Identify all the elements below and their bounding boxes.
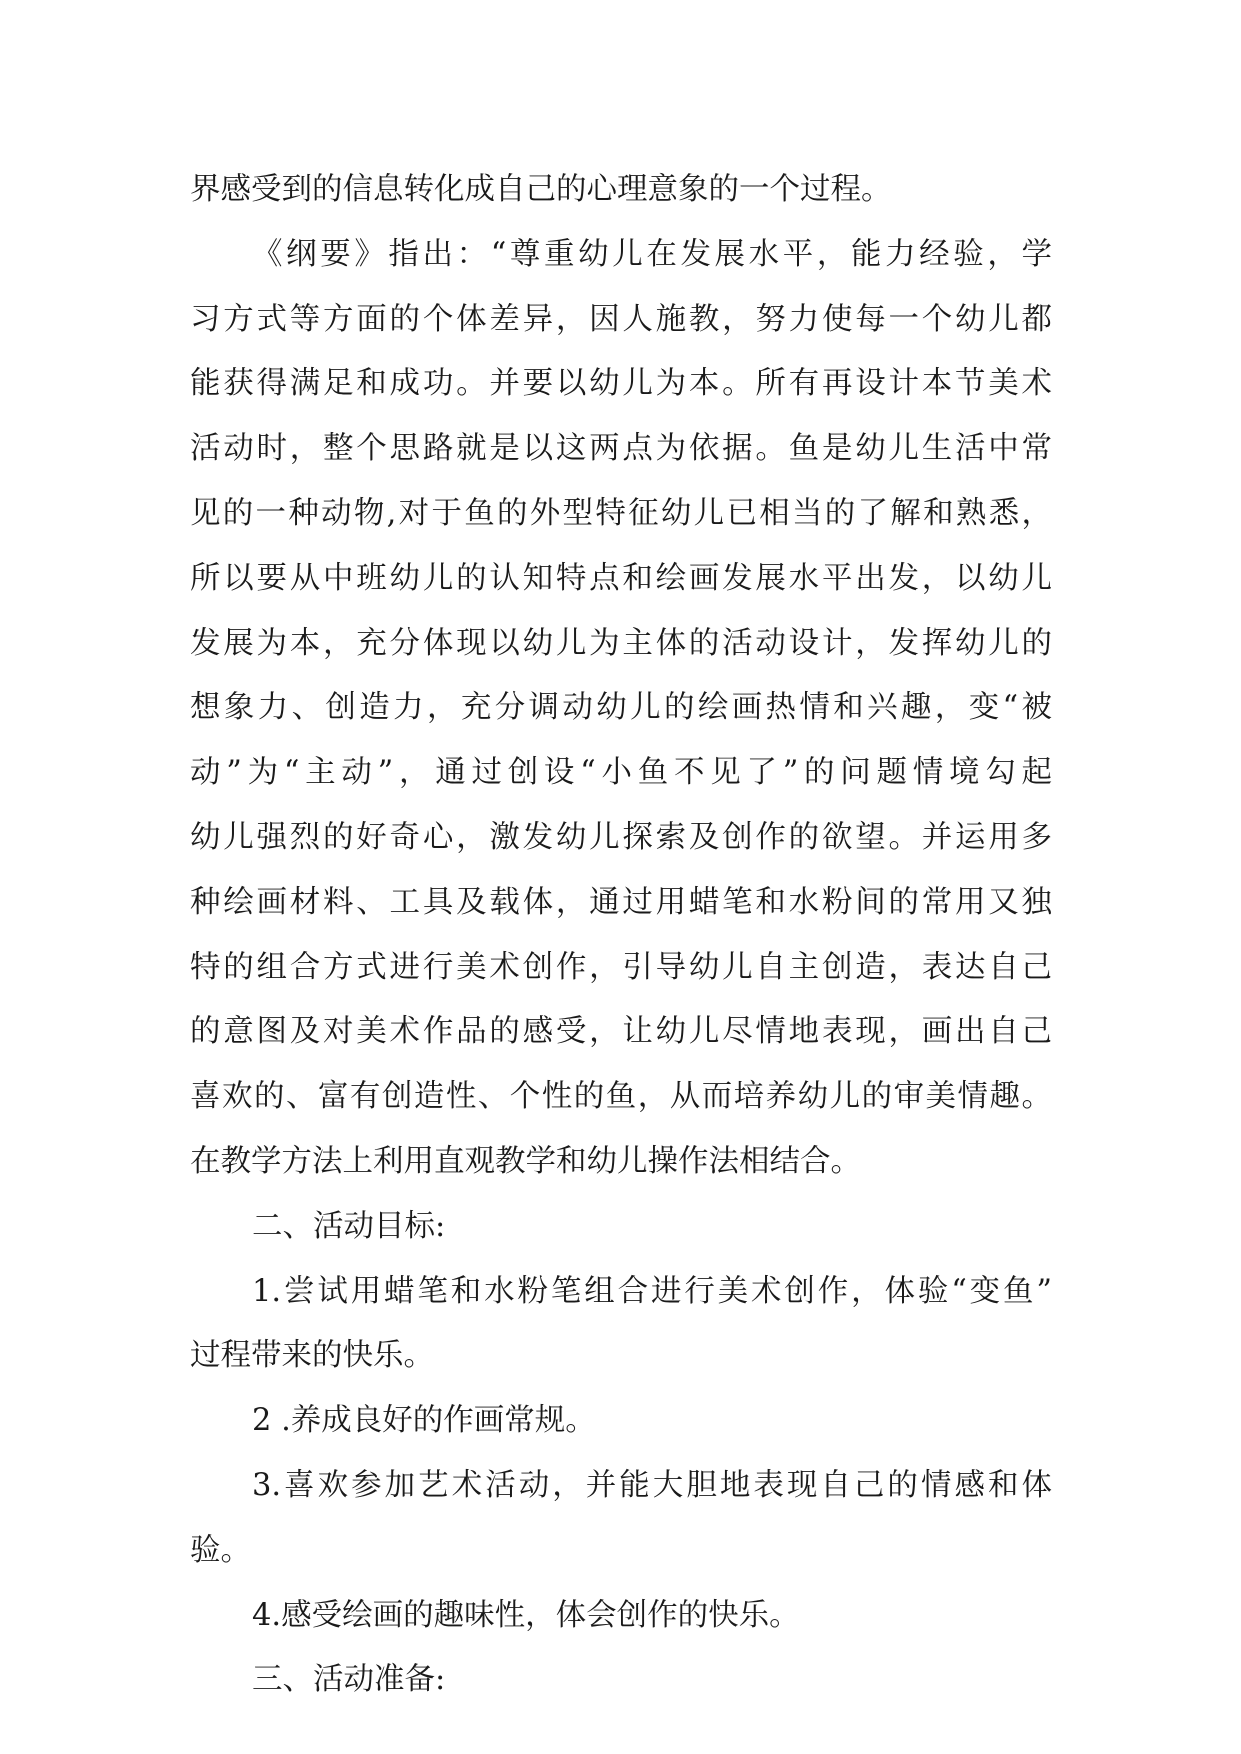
list-item: 2 .养成良好的作画常规。	[252, 1403, 596, 1439]
text-line: 幼儿强烈的好奇心，激发幼儿探索及创作的欲望。并运用多	[190, 819, 1052, 855]
text-line: 喜欢的、富有创造性、个性的鱼，从而培养幼儿的审美情趣。	[190, 1079, 1052, 1115]
text-line: 想象力、创造力，充分调动幼儿的绘画热情和兴趣，变“被	[190, 690, 1052, 726]
text-line: 所以要从中班幼儿的认知特点和绘画发展水平出发，以幼儿	[190, 560, 1052, 596]
text-line: 动”为“主动”，通过创设“小鱼不见了”的问题情境勾起	[190, 755, 1052, 791]
text-line: 的意图及对美术作品的感受，让幼儿尽情地表现，画出自己	[190, 1014, 1052, 1050]
text-line: 界感受到的信息转化成自己的心理意象的一个过程。	[190, 172, 892, 207]
list-item: 3.喜欢参加艺术活动，并能大胆地表现自己的情感和体	[252, 1467, 1052, 1503]
text-line: 验。	[190, 1532, 251, 1568]
section-heading: 二、活动目标:	[252, 1208, 446, 1244]
text-line: 过程带来的快乐。	[190, 1338, 434, 1374]
text-line: 习方式等方面的个体差异，因人施教，努力使每一个幼儿都	[190, 301, 1052, 337]
text-line: 发展为本，充分体现以幼儿为主体的活动设计，发挥幼儿的	[190, 625, 1052, 661]
text-line: 《纲要》指出：“尊重幼儿在发展水平，能力经验，学	[252, 236, 1052, 272]
list-item: 1.尝试用蜡笔和水粉笔组合进行美术创作，体验“变鱼”	[252, 1273, 1052, 1309]
text-line: 活动时，整个思路就是以这两点为依据。鱼是幼儿生活中常	[190, 431, 1052, 467]
text-line: 特的组合方式进行美术创作，引导幼儿自主创造，表达自己	[190, 949, 1052, 985]
list-item: 4.感受绘画的趣味性，体会创作的快乐。	[252, 1597, 800, 1633]
text-line: 种绘画材料、工具及载体，通过用蜡笔和水粉间的常用又独	[190, 884, 1052, 920]
text-line: 能获得满足和成功。并要以幼儿为本。所有再设计本节美术	[190, 366, 1052, 402]
document-page	[190, 158, 1052, 1713]
text-line: 在教学方法上利用直观教学和幼儿操作法相结合。	[190, 1143, 861, 1179]
section-heading: 三、活动准备:	[252, 1662, 446, 1698]
text-line: 见的一种动物,对于鱼的外型特征幼儿已相当的了解和熟悉，	[190, 495, 1052, 531]
